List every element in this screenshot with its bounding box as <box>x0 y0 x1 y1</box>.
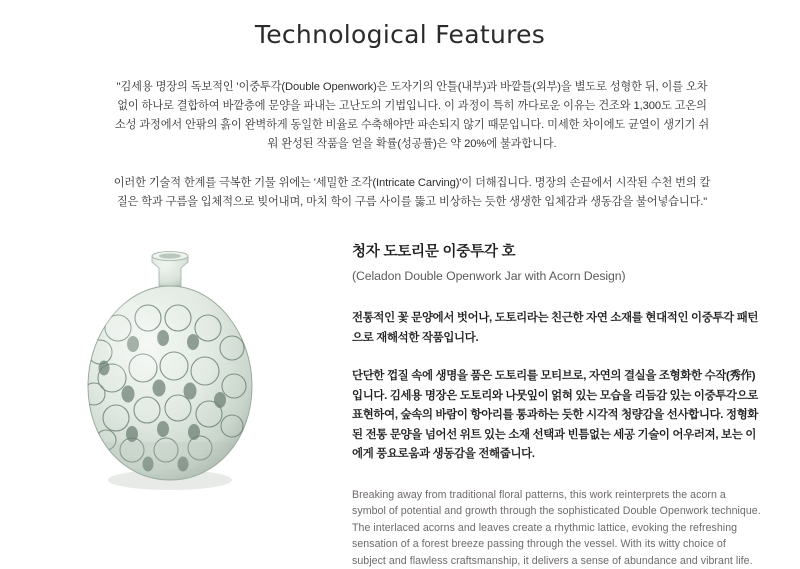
artwork-image <box>40 228 300 498</box>
artwork-korean-body-1: 전통적인 꽃 문양에서 벗어나, 도토리라는 친근한 자연 소재를 현대적인 이중투각 패턴으로 재해석한 작품입니다. <box>352 309 762 348</box>
artwork-korean-title: 청자 도토리문 이중투각 호 <box>352 240 762 261</box>
intro-paragraph-1: "김세용 명장의 독보적인 '이중투각(Double Openwork)은 도자기의 안틀(내부)과 바깥틀(외부)을 별도로 성형한 뒤, 이를 오차 없이 하나로 결합하여 바깥층에 문양을 파내는 고난도의 기법입니다. 이 과정이 특히 까다로운 이유는 건조와 1,300도 고온의 소성 과정에서 안팎의 흙이 완벽하게 동일한 비율로 수축해야만 파손되지 않기 때문입니다. 미세한 차이에도 균열이 생기기 쉬워 완성된 작품을 얻을 확률(성공률)은 약 20%에 불과합니다. <box>112 78 712 154</box>
page-title: Technological Features <box>0 20 800 49</box>
intro-paragraph-2: 이러한 기술적 한계를 극복한 기물 위에는 '세밀한 조각(Intricate Carving)'이 더해집니다. 명장의 손끝에서 시작된 수천 번의 칼질은 학과 구름을 입체적으로 빚어내며, 마치 학이 구름 사이를 뚫고 비상하는 듯한 생생한 입체감과 생동감을 불어넣습니다." <box>112 174 712 212</box>
artwork-description <box>352 240 762 569</box>
artwork-korean-body-2: 단단한 껍질 속에 생명을 품은 도토리를 모티브로, 자연의 결실을 조형화한 수작(秀作)입니다. 김세용 명장은 도토리와 나뭇잎이 얽혀 있는 모습을 리듬감 있는 이중투각으로 표현하여, 숲속의 바람이 항아리를 통과하는 듯한 시각적 청량감을 선사합니다. 정형화된 전통 문양을 넘어선 위트 있는 소재 선택과 빈틈없는 세공 기술이 어우러져, 보는 이에게 풍요로움과 생동감을 전해줍니다. <box>352 367 762 465</box>
artwork-english-title: (Celadon Double Openwork Jar with Acorn Design) <box>352 269 762 283</box>
intro-section <box>112 78 712 212</box>
artwork-english-body: Breaking away from traditional floral patterns, this work reinterprets the acorn a symbol of potential and growth through the sophisticated Double Openwork technique. The interlaced acorns and leaves create a rhythmic lattice, evoking the refreshing sensation of a forest breeze passing through the vessel. With its witty choice of subject and flawless craftsmanship, it delivers a sense of abundance and vibrant life. <box>352 487 762 569</box>
celadon-jar-illustration <box>40 228 300 498</box>
